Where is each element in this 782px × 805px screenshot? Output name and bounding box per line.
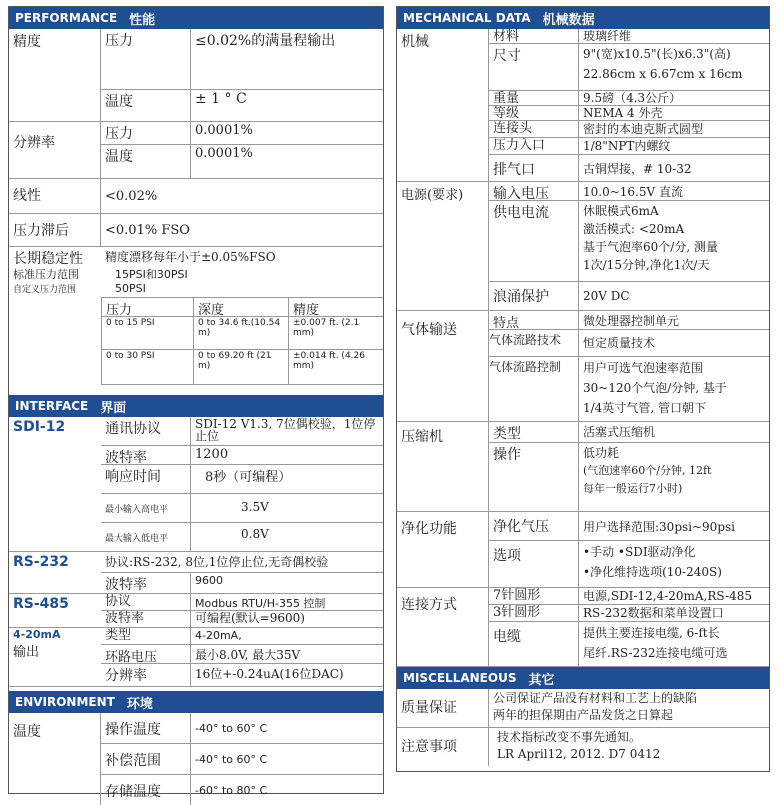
sdi12-vil-value: 0.8V xyxy=(241,527,269,541)
purge-pressure-value: 用户选择范围:30psi~90psi xyxy=(583,519,735,534)
hysteresis-value: <0.01% FSO xyxy=(105,222,190,238)
surge-label: 浪涌保护 xyxy=(489,282,579,310)
supply-current-label: 供电电流 xyxy=(489,201,579,281)
ma-label: 4-20mA xyxy=(13,628,61,641)
flow-tech-label: 气体流路技术 xyxy=(489,330,579,356)
input-voltage-value: 10.0~16.5V 直流 xyxy=(583,185,683,199)
sdi12-response-value: 8秒（可编程） xyxy=(205,470,292,485)
compressor-label: 压缩机 xyxy=(397,422,489,511)
compensated-temp-value: -40° to 60° C xyxy=(195,752,268,766)
ma-loop-value: 最小8.0V, 最大35V xyxy=(195,648,301,662)
hysteresis-row xyxy=(9,214,383,247)
range-cell: 0 to 30 PSI xyxy=(102,350,194,384)
rs485-label: RS-485 xyxy=(13,596,69,612)
operating-temp-label: 操作温度 xyxy=(101,713,191,743)
range-header-depth: 深度 xyxy=(194,298,289,316)
sdi12-protocol-value: SDI-12 V1.3, 7位偶校验，1位停止位 xyxy=(195,417,376,443)
linearity-row xyxy=(9,179,383,214)
environment-temp-label: 温度 xyxy=(9,713,101,805)
flow-line: 30~120个气泡/分钟, 基于 xyxy=(583,381,727,395)
accuracy-pressure-value: ≤0.02%的满量程输出 xyxy=(195,33,336,49)
connection-label: 连接方式 xyxy=(397,588,489,666)
purge-group xyxy=(397,512,769,588)
storage-temp-value: -60° to 80° C xyxy=(195,783,268,797)
power-group xyxy=(397,182,769,311)
rs232-baud-label: 波特率 xyxy=(101,573,191,593)
std-range-row xyxy=(9,265,383,281)
accuracy-temp-value: ± 1 ° C xyxy=(195,91,247,107)
resolution-pressure-value: 0.0001% xyxy=(195,123,253,138)
sdi12-label: SDI-12 xyxy=(13,419,66,435)
pressure-inlet-label: 压力入口 xyxy=(489,138,579,154)
custom-range-value: 50PSI xyxy=(115,282,146,295)
misc-title-en: MISCELLANEOUS xyxy=(403,671,517,685)
connection-group xyxy=(397,588,769,667)
purge-option-line: •净化维持选项(10-240S) xyxy=(583,565,722,579)
performance-title-en: PERFORMANCE xyxy=(15,11,118,25)
table-row xyxy=(102,316,383,349)
ma-group xyxy=(9,628,383,687)
flow-line: 1/4英寸气管, 管口朝下 xyxy=(583,401,706,415)
std-range-value: 15PSI和30PSI xyxy=(115,268,188,281)
size-value-imperial: 9"(宽)x10.5"(长)x6.3"(高) xyxy=(583,47,731,61)
sdi12-vil-label: 最大输入低电平 xyxy=(101,523,191,551)
linearity-label: 线性 xyxy=(9,179,101,213)
resolution-pressure-label: 压力 xyxy=(101,122,191,144)
sdi12-vih-label: 最小输入高电平 xyxy=(101,494,191,522)
ma-resolution-label: 分辨率 xyxy=(101,664,191,686)
ma-resolution-value: 16位+-0.24uA(16位DAC) xyxy=(195,667,344,681)
purge-label: 净化功能 xyxy=(397,512,489,587)
size-label-cont xyxy=(489,66,579,90)
compressor-power-text: 低功耗 xyxy=(583,446,620,460)
supply-line: 休眠模式6mA xyxy=(583,204,659,218)
feature-label: 特点 xyxy=(489,311,579,329)
vent-value: 古铜焊接，# 10-32 xyxy=(583,161,692,176)
connector-7pin-label: 7针圆形 xyxy=(489,588,579,604)
rs485-protocol-value: Modbus RTU/H-355 控制 xyxy=(195,597,326,610)
surge-value: 20V DC xyxy=(583,289,630,303)
misc-header xyxy=(397,667,769,689)
rating-label: 等级 xyxy=(489,106,579,120)
stability-value: 精度漂移每年小于±0.05%FSO xyxy=(105,250,276,264)
interface-title-zh: 界面 xyxy=(100,400,127,416)
warranty-line: 两年的担保期由产品发货之日算起 xyxy=(493,708,674,722)
compressor-operation-label: 操作 xyxy=(489,443,579,511)
mechanical-title-zh: 机械数据 xyxy=(542,12,595,28)
range-header-accuracy: 精度 xyxy=(293,303,320,318)
mechanical-label: 机械 xyxy=(397,29,489,181)
compressor-op-line: (气泡速率60个/分钟, 12ft xyxy=(583,464,712,477)
connector-label: 连接头 xyxy=(489,121,579,137)
flow-line: 用户可选气泡速率范围 xyxy=(583,361,704,375)
material-value: 玻璃纤维 xyxy=(583,29,632,43)
table-row xyxy=(102,349,383,385)
accuracy-group xyxy=(9,29,383,122)
cable-value xyxy=(579,622,769,666)
compressor-group xyxy=(397,422,769,512)
compressor-type-label: 类型 xyxy=(489,422,579,442)
resolution-group xyxy=(9,122,383,179)
connector-7pin-value: 电源,SDI-12,4-20mA,RS-485 xyxy=(583,589,753,603)
operating-temp-value: -40° to 60° C xyxy=(195,721,268,735)
ma-sub-label: 输出 xyxy=(13,645,40,660)
material-label: 材料 xyxy=(489,29,579,43)
purge-pressure-label: 净化气压 xyxy=(489,512,579,540)
environment-title-zh: 环境 xyxy=(126,696,153,712)
warranty-row xyxy=(397,689,769,728)
connector-3pin-value: RS-232数据和菜单设置口 xyxy=(583,606,724,620)
supply-current-value xyxy=(579,201,769,281)
storage-temp-label: 存储温度 xyxy=(101,775,191,805)
sdi12-baud-label: 波特率 xyxy=(101,446,191,464)
flow-tech-value: 恒定质量技术 xyxy=(583,336,656,350)
vent-label: 排气口 xyxy=(489,155,579,181)
cable-line: 尾纤.RS-232连接电缆可选 xyxy=(583,646,728,660)
warranty-value xyxy=(489,689,769,727)
right-spec-column xyxy=(396,6,770,772)
interface-title-en: INTERFACE xyxy=(15,399,89,413)
range-cell: ±0.007 ft. (2.1 mm) xyxy=(293,318,360,338)
linearity-value: <0.02% xyxy=(105,188,158,204)
warranty-label: 质量保证 xyxy=(397,689,489,727)
rs232-label: RS-232 xyxy=(13,554,69,570)
custom-range-label: 自定义压力范围 xyxy=(13,285,77,295)
accuracy-pressure-label: 压力 xyxy=(101,29,191,89)
hysteresis-label: 压力滞后 xyxy=(9,214,101,246)
compressor-operation-value xyxy=(579,443,769,511)
rs485-group xyxy=(9,594,383,628)
compressor-op-line: 每年一般运行7小时) xyxy=(583,482,683,495)
compensated-temp-label: 补偿范围 xyxy=(101,744,191,774)
rating-value: NEMA 4 外壳 xyxy=(583,106,663,120)
sdi12-baud-value: 1200 xyxy=(195,447,229,462)
range-table xyxy=(101,297,383,385)
weight-value: 9.5磅（4.3公斤） xyxy=(583,91,682,105)
interface-header xyxy=(9,395,383,417)
size-label: 尺寸 xyxy=(489,44,579,66)
ma-type-label: 类型 xyxy=(101,628,191,644)
warranty-line: 公司保证产品没有材料和工艺上的缺陷 xyxy=(493,691,698,705)
sdi12-protocol-label: 通讯协议 xyxy=(101,417,191,445)
input-voltage-label: 输入电压 xyxy=(489,182,579,200)
size-value-metric: 22.86cm x 6.67cm x 16cm xyxy=(583,67,743,81)
accuracy-label: 精度 xyxy=(9,29,101,121)
accuracy-temp-label: 温度 xyxy=(101,90,191,122)
environment-title-en: ENVIRONMENT xyxy=(15,695,115,709)
resolution-label: 分辨率 xyxy=(9,122,101,178)
cable-line: 提供主要连接电缆, 6-ft长 xyxy=(583,626,720,640)
range-cell: 0 to 69.20 ft (21 m) xyxy=(194,350,289,384)
notice-row xyxy=(397,728,769,766)
flow-control-label: 气体流路控制 xyxy=(489,357,579,421)
performance-title-zh: 性能 xyxy=(129,12,156,28)
compressor-type-value: 活塞式压缩机 xyxy=(583,425,656,439)
gas-group xyxy=(397,311,769,422)
gas-delivery-label: 气体输送 xyxy=(397,311,489,421)
weight-label: 重量 xyxy=(489,91,579,105)
rs485-protocol-label: 协议 xyxy=(101,594,191,610)
supply-line: 激活模式: <20mA xyxy=(583,222,685,236)
left-spec-column xyxy=(8,6,384,800)
mechanical-title-en: MECHANICAL DATA xyxy=(403,11,531,25)
supply-line: 1次/15分钟,净化1次/天 xyxy=(583,258,710,272)
pressure-inlet-value: 1/8"NPT内螺纹 xyxy=(583,139,671,153)
flow-control-value xyxy=(579,357,769,421)
stability-row xyxy=(9,247,383,265)
mechanical-group xyxy=(397,29,769,182)
custom-range-row xyxy=(9,281,383,297)
notice-line: 技术指标改变不事先通知。 xyxy=(497,730,642,744)
range-cell: ±0.014 ft. (4.26 mm) xyxy=(293,351,365,371)
notice-value xyxy=(489,728,769,766)
performance-header xyxy=(9,7,383,29)
environment-group xyxy=(9,713,383,805)
cable-label: 电缆 xyxy=(489,622,579,666)
notice-label: 注意事项 xyxy=(397,728,489,766)
range-cell: 0 to 15 PSI xyxy=(102,317,194,349)
power-label: 电源(要求) xyxy=(397,182,489,310)
purge-options-label: 选项 xyxy=(489,541,579,587)
ma-type-value: 4-20mA, xyxy=(195,629,242,642)
purge-option-line: •手动 •SDI驱动净化 xyxy=(583,545,696,559)
rs232-group xyxy=(9,552,383,594)
std-range-label: 标准压力范围 xyxy=(13,268,79,281)
rs232-protocol-value: 协议:RS-232, 8位,1位停止位,无奇偶校验 xyxy=(105,555,329,569)
sdi12-vih-value: 3.5V xyxy=(241,500,269,514)
range-cell: 0 to 34.6 ft.(10.54 m) xyxy=(194,317,289,349)
notice-line: LR April12, 2012. D7 0412 xyxy=(497,747,661,761)
range-header-pressure: 压力 xyxy=(102,298,194,316)
range-table-header xyxy=(102,297,383,316)
misc-title-zh: 其它 xyxy=(528,672,555,688)
supply-line: 基于气泡率60个/分, 测量 xyxy=(583,240,718,254)
rs232-baud-value: 9600 xyxy=(195,574,223,587)
feature-value: 微处理器控制单元 xyxy=(583,314,680,328)
stability-label: 长期稳定性 xyxy=(13,251,83,265)
sdi12-group xyxy=(9,417,383,552)
resolution-temp-value: 0.0001% xyxy=(195,146,253,161)
purge-options-value xyxy=(579,541,769,587)
sdi12-response-label: 响应时间 xyxy=(101,465,191,493)
resolution-temp-label: 温度 xyxy=(101,145,191,179)
ma-loop-label: 环路电压 xyxy=(101,645,191,663)
connector-value: 密封的本迪克斯式圆型 xyxy=(583,122,704,136)
environment-header xyxy=(9,691,383,713)
rs485-baud-label: 波特率 xyxy=(101,611,191,627)
rs485-baud-value: 可编程(默认=9600) xyxy=(195,611,305,625)
connector-3pin-label: 3针圆形 xyxy=(489,605,579,621)
mechanical-header xyxy=(397,7,769,29)
